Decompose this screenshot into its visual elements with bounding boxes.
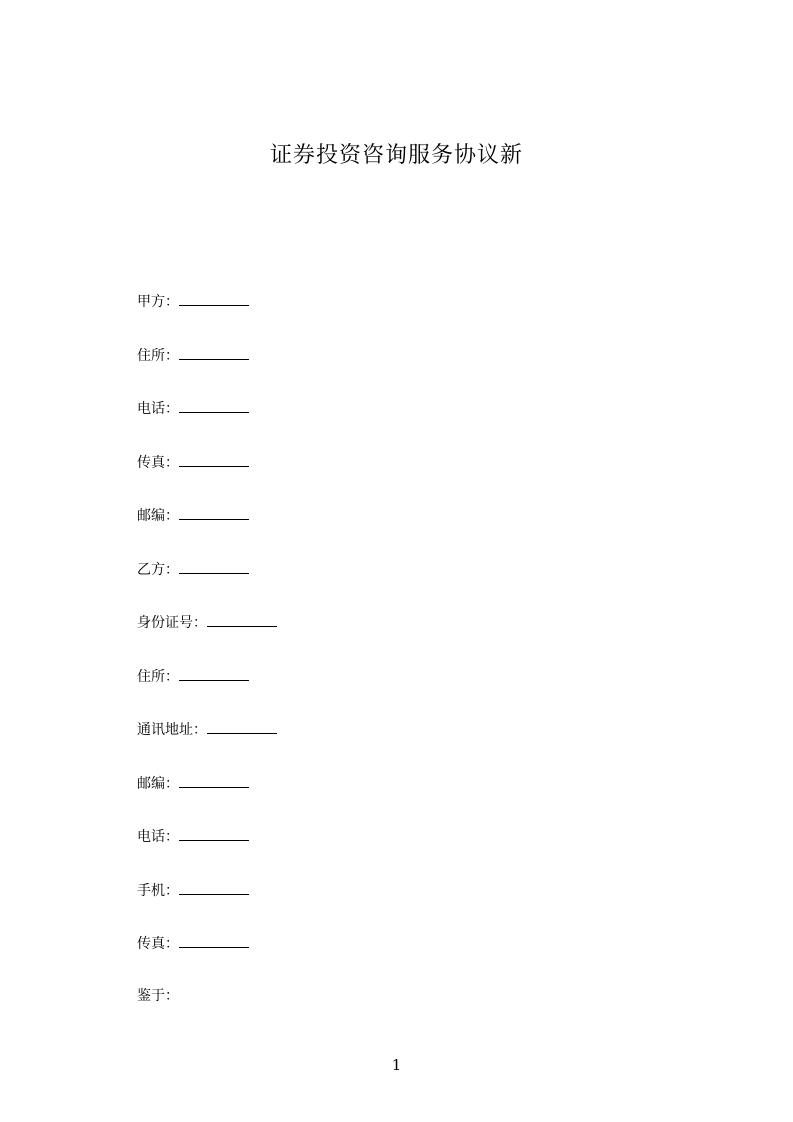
fill-in-blank xyxy=(179,343,249,360)
field-label: 甲方： xyxy=(137,294,179,310)
party-info-list xyxy=(137,289,697,1038)
field-label: 电话： xyxy=(137,401,179,417)
field-party-b-mailing-address xyxy=(137,717,697,771)
field-party-a-address xyxy=(137,343,697,397)
field-label: 乙方： xyxy=(137,561,179,578)
fill-in-blank xyxy=(179,450,249,467)
fill-in-blank xyxy=(179,503,249,520)
field-label: 鉴于： xyxy=(137,987,179,1004)
field-party-a-phone xyxy=(137,396,697,450)
document-title: 证券投资咨询服务协议新 xyxy=(269,143,523,168)
fill-in-blank xyxy=(179,396,249,413)
field-party-b-phone xyxy=(137,824,697,878)
fill-in-blank xyxy=(179,931,249,948)
field-party-b-fax xyxy=(137,931,697,985)
field-party-b-address xyxy=(137,664,697,718)
field-label: 邮编： xyxy=(137,508,179,524)
field-label: 邮编： xyxy=(137,775,179,792)
field-label: 手机： xyxy=(137,882,179,899)
field-whereas xyxy=(137,985,697,1039)
fill-in-blank xyxy=(179,771,249,788)
field-label: 住所： xyxy=(137,347,179,364)
fill-in-blank xyxy=(179,824,249,841)
page-number: 1 xyxy=(391,1056,402,1074)
fill-in-blank xyxy=(207,610,277,627)
field-party-b-postcode xyxy=(137,771,697,825)
fill-in-blank xyxy=(207,717,277,734)
field-label: 电话： xyxy=(137,829,179,845)
field-party-a-fax xyxy=(137,450,697,504)
fill-in-blank xyxy=(179,289,249,306)
field-party-b xyxy=(137,557,697,611)
field-label: 传真： xyxy=(137,454,179,471)
fill-in-blank xyxy=(179,878,249,895)
field-label: 传真： xyxy=(137,936,179,952)
fill-in-blank xyxy=(179,557,249,574)
field-party-a-postcode xyxy=(137,503,697,557)
field-party-b-mobile xyxy=(137,878,697,932)
field-label: 通讯地址： xyxy=(137,722,207,738)
field-party-b-id-number xyxy=(137,610,697,664)
field-label: 身份证号： xyxy=(137,615,207,631)
fill-in-blank xyxy=(179,664,249,681)
field-party-a xyxy=(137,289,697,343)
field-label: 住所： xyxy=(137,668,179,685)
